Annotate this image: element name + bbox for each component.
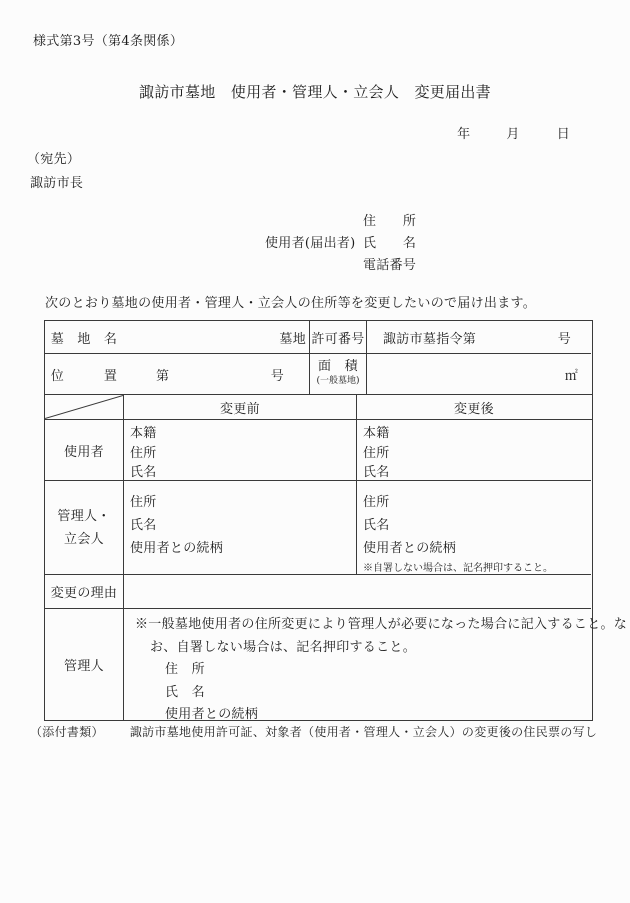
table-header-section bbox=[45, 394, 592, 419]
user-name-label: 氏名 bbox=[363, 465, 390, 480]
manager-witness-before-fields bbox=[123, 480, 356, 574]
location-suffix: 号 bbox=[270, 368, 284, 384]
mw-address-label: 住所 bbox=[130, 495, 157, 510]
table-top-section bbox=[45, 321, 592, 394]
manager-address-label: 住 所 bbox=[165, 662, 205, 677]
user-after-fields bbox=[356, 420, 591, 480]
user-address-label: 住所 bbox=[363, 445, 390, 461]
intro-sentence: 次のとおり墓地の使用者・管理人・立会人の住所等を変更したいので届け出ます。 bbox=[45, 296, 537, 311]
reason-field bbox=[123, 574, 591, 608]
user-before-fields bbox=[123, 420, 356, 480]
location-field bbox=[123, 353, 309, 394]
cemetery-name-label: 墓 地 名 bbox=[50, 331, 118, 347]
date-day-label: 日 bbox=[556, 127, 570, 142]
permit-number-field bbox=[366, 321, 591, 353]
header-after: 変更後 bbox=[356, 395, 591, 419]
attachments-label: （添付書類） bbox=[30, 725, 104, 739]
reason-row-label: 変更の理由 bbox=[45, 574, 123, 608]
applicant-name-label: 氏 名 bbox=[363, 236, 417, 251]
location-label: 位 置 bbox=[45, 353, 123, 394]
page-title: 諏訪市墓地 使用者・管理人・立会人 変更届出書 bbox=[139, 83, 491, 101]
mw-relation-label: 使用者との続柄 bbox=[363, 541, 457, 556]
manager-witness-label-line2: 立会人 bbox=[64, 531, 104, 547]
user-honseki-label: 本籍 bbox=[363, 426, 390, 441]
signature-note: ※自署しない場合は、記名押印すること。 bbox=[363, 563, 553, 574]
date-month-label: 月 bbox=[506, 127, 520, 142]
area-label bbox=[309, 353, 366, 394]
change-notification-table bbox=[44, 320, 628, 722]
area-field bbox=[366, 353, 591, 394]
manager-row-label: 管理人 bbox=[45, 608, 123, 720]
user-row-label: 使用者 bbox=[64, 444, 104, 460]
date-year-label: 年 bbox=[457, 127, 471, 142]
mw-name-label: 氏名 bbox=[130, 518, 157, 533]
area-label-sub: (一般墓地) bbox=[316, 376, 360, 386]
permit-suffix: 号 bbox=[557, 331, 571, 347]
user-honseki-label: 本籍 bbox=[130, 426, 157, 441]
manager-note-line2: お、自署しない場合は、記名押印すること。 bbox=[150, 639, 417, 655]
mw-address-label: 住所 bbox=[363, 495, 390, 510]
area-unit-label: ㎡ bbox=[564, 368, 578, 384]
recipient-name: 諏訪市長 bbox=[30, 176, 84, 191]
applicant-phone-label: 電話番号 bbox=[363, 258, 417, 273]
permit-number-label: 許可番号 bbox=[309, 321, 366, 353]
attachments-text: 諏訪市墓地使用許可証、対象者（使用者・管理人・立会人）の変更後の住民票の写し bbox=[129, 725, 598, 739]
date-line bbox=[457, 123, 570, 142]
manager-note-line1: ※一般墓地使用者の住所変更により管理人が必要になった場合に記入すること。な bbox=[135, 617, 628, 632]
cemetery-name-field bbox=[123, 321, 309, 353]
mw-name-label: 氏名 bbox=[363, 518, 390, 533]
permit-prefix: 諏訪市墓指令第 bbox=[383, 331, 477, 347]
manager-witness-after-fields bbox=[356, 480, 591, 574]
header-before: 変更前 bbox=[123, 395, 356, 419]
mw-relation-label: 使用者との続柄 bbox=[130, 541, 224, 556]
manager-witness-label-line1: 管理人・ bbox=[57, 508, 111, 524]
manager-relation-label: 使用者との続柄 bbox=[165, 707, 259, 722]
manager-field bbox=[123, 608, 628, 722]
diagonal-header-cell bbox=[45, 395, 123, 419]
area-label-main: 面 積 bbox=[318, 359, 358, 374]
attachments-line bbox=[30, 723, 597, 740]
recipient-label: （宛先） bbox=[27, 152, 81, 167]
user-name-label: 氏名 bbox=[130, 465, 157, 480]
applicant-label: 使用者(届出者) bbox=[265, 236, 356, 251]
form-number: 様式第3号（第4条関係） bbox=[33, 34, 184, 49]
cemetery-name-suffix: 墓地 bbox=[279, 331, 306, 347]
manager-witness-row-label bbox=[45, 480, 123, 574]
table-body-section bbox=[45, 419, 628, 722]
diagonal-line bbox=[45, 395, 123, 419]
location-prefix: 第 bbox=[156, 368, 170, 384]
manager-name-label: 氏 名 bbox=[165, 684, 205, 700]
user-address-label: 住所 bbox=[130, 445, 157, 461]
applicant-address-label: 住 所 bbox=[363, 214, 417, 229]
